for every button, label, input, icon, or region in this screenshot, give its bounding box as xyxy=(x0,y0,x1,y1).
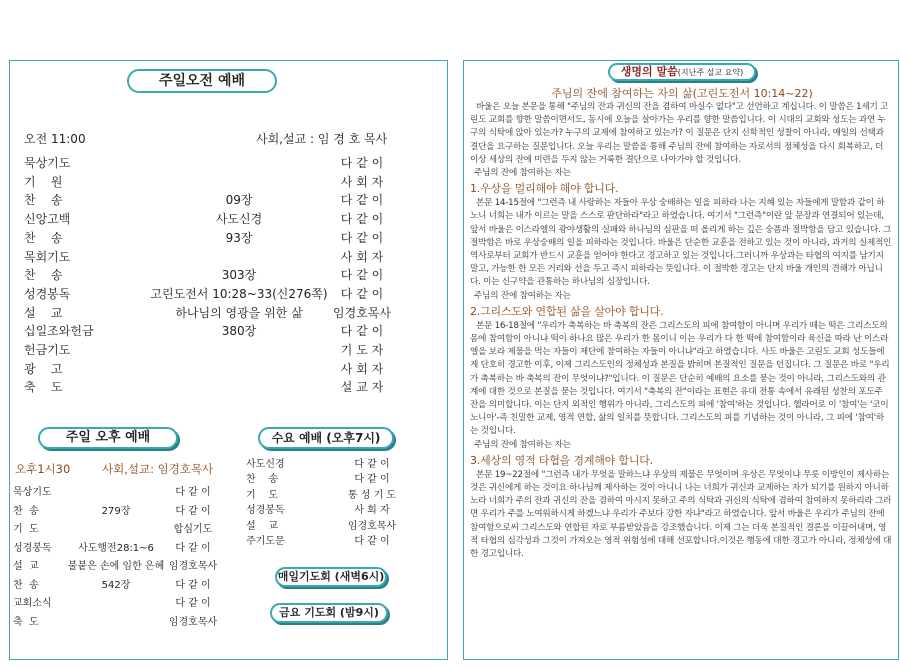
morning-order-row-label: 헌금기도 xyxy=(24,343,71,357)
afternoon-order-row-by: 임경호목사 xyxy=(168,616,218,628)
morning-order-row-content: 303장 xyxy=(221,268,257,283)
morning-order-row-content: 하나님의 영광을 위한 삶 xyxy=(175,305,303,320)
sermon-panel xyxy=(463,60,899,660)
morning-order-row-by: 임경호목사 xyxy=(333,305,391,320)
wednesday-order-row-label: 설 교 xyxy=(246,520,279,532)
morning-order-row-label: 기 원 xyxy=(24,174,63,189)
wednesday-order-row-by: 사 회 자 xyxy=(354,505,390,517)
afternoon-leader: 사회,설교: 임경호목사 xyxy=(102,462,214,476)
sermon-subtitle: 주님의 잔에 참여하는 자의 삶(고린도전서 10:14~22) xyxy=(551,87,813,100)
wednesday-order-row xyxy=(246,504,442,519)
morning-order-row xyxy=(24,155,444,174)
wednesday-order-row-by: 임경호목사 xyxy=(347,520,397,532)
morning-order-row-by: 다 같 이 xyxy=(340,286,384,301)
sermon-paragraph-3: 본문 19~22절에 "그런즉 내가 무엇을 말하느냐 우상의 제물은 무엇이며 우상은 무엇이냐 무릇 이방인이 제사하는 것은 귀신에게 하는 것이요 하나님께 제사하는 것이 아니니 나는 너희가 귀신과 교제하는 자가 되기를 원하지 아니하노라 너희가 주의 잔과 귀신의 잔을 겸하여 마시지 못하고 주의 식탁과 귀신의 식탁에 겸하여 참여하지 못하리라 그러면 우리가 주를 노여워하시게 하겠느냐 우리가 주보다 강한 자냐"라고 하였습니다. 앞서 바울은 우리가 주님의 잔에 참여함으로써 그리스도와 연합된 자로 부름받았음을 강조했습니다. 이제 그는 더욱 본질적인 결론을 이끌어내며, 영적 타협의 심각성과 그것이 가져오는 영적 위험성에 대해 선포합니다.이것은 행동에 대한 경고가 아니라, 정체성에 대한 경고입니다. xyxy=(470,469,892,560)
morning-order-row-content: 380장 xyxy=(221,324,257,339)
morning-order-row xyxy=(24,249,444,268)
morning-order-row xyxy=(24,230,444,249)
morning-order-row xyxy=(24,267,444,286)
daily-prayer-badge: 매일기도회 (새벽6시) xyxy=(275,567,387,587)
afternoon-order-row-by: 합심기도 xyxy=(173,524,213,535)
sermon-paragraph-2: 본문 16-18절에 "우리가 축복하는 바 축복의 잔은 그리스도의 피에 참여함이 아니며 우리가 떼는 떡은 그리스도의 몸에 참여함이 아니냐 떡이 하나요 많은 우리가 한 몸이니 이는 우리가 다 한 떡에 참여함이라 육신을 따라 난 이스라엘을 보라 제물을 먹는 자들이 제단에 참여하는 자들이 아니냐"라고 하였습니다. 사도 바울은 고린도 교회 성도들에게 단호히 경고한 이후, 이제 그리스도인의 정체성과 본질을 밝히며 본질적인 질문을 던집니다. 그 질문은 바로 "우리가 축복하는 바 축복의 잔이 무엇이냐?"입니다. 이 질문은 단순히 예배의 요소를 묻는 것이 아니라, 그리스도와의 관계에 대한 것으로 본질을 묻는 것입니다. 여기서 "축복의 잔"이라는 표현은 유대 전통 속에서 유래된 성찬의 포도주 잔을 의미합니다. 이는 단지 외적인 행위가 아니라, 그리스도의 피에 '참여'하는 것입니다. 헬라어로 이 '참여'는 '코이노니아'-즉 친밀한 교제, 영적 연합, 삶의 일치를 뜻합니다. 그리스도의 피를 기념하는 것이 아니라, 그 피에 '참여'하는 것입니다. xyxy=(470,320,890,437)
sermon-heading-3: 3.세상의 영적 타협을 경계해야 합니다. xyxy=(470,453,653,467)
afternoon-order-row-label: 찬 송 xyxy=(13,505,39,517)
afternoon-order-row xyxy=(13,505,243,524)
afternoon-order-row-label: 기 도 xyxy=(13,524,39,535)
wednesday-order-row xyxy=(246,535,442,550)
sermon-lead-1: 주님의 잔에 참여하는 자는 xyxy=(474,168,571,179)
afternoon-order-row-label: 교회소식 xyxy=(13,598,52,609)
wednesday-order-row-label: 성경봉독 xyxy=(246,505,285,517)
morning-order-row-by: 다 같 이 xyxy=(340,156,384,170)
morning-title: 주일오전 예배 xyxy=(127,69,277,93)
afternoon-order-row-content: 사도행전28:1~6 xyxy=(78,542,154,554)
afternoon-order-row-by: 다 같 이 xyxy=(175,598,211,609)
morning-order-row-label: 설 교 xyxy=(24,305,63,320)
afternoon-order-row-label: 성경봉독 xyxy=(13,542,52,554)
morning-order-row-by: 다 같 이 xyxy=(340,212,384,227)
morning-order-row-by: 다 같 이 xyxy=(340,230,384,245)
afternoon-order-row-content: 542장 xyxy=(101,579,131,591)
afternoon-order-row-label: 설 교 xyxy=(13,561,39,572)
afternoon-order-row xyxy=(13,560,243,579)
morning-order-row-label: 성경봉독 xyxy=(24,286,71,301)
morning-order-row xyxy=(24,361,444,380)
morning-order-row xyxy=(24,211,444,230)
afternoon-time: 오후1시30 xyxy=(15,462,71,476)
sermon-heading-2: 2.그리스도와 연합된 삶을 살아야 합니다. xyxy=(470,304,664,318)
morning-order-row-label: 찬 송 xyxy=(24,268,63,283)
morning-order-row-by: 설 교 자 xyxy=(340,380,384,395)
morning-order-row xyxy=(24,192,444,211)
sermon-intro: 바울은 오늘 본문을 통해 "주님의 잔과 귀신의 잔을 겸하여 마실수 없다"고 선언하고 계십니다. 이 말씀은 1세기 고린도 교회를 향한 말씀이면서도, 동시에 오늘을 살아가는 우리를 향한 말씀입니다. 이 시대의 교회와 성도는 과연 누구의 식탁에 앉아 있는가? 누구의 교제에 참여하고 있는가? 이 질문은 단지 신학적인 성찰이 아니라, 매일의 선택과 결단을 요구하는 질문입니다. 오늘 우리는 말씀을 통해 주님의 잔에 참여하는 자로서의 정체성을 다시 회복하고, 더 이상 세상의 잔에 미련을 두지 않는 거룩한 결단으로 나아가야 할 것입니다. xyxy=(470,102,889,165)
afternoon-order-row-label: 묵상기도 xyxy=(13,487,52,498)
afternoon-order-row-by: 다 같 이 xyxy=(175,487,211,498)
morning-order-row-by: 다 같 이 xyxy=(340,268,384,283)
afternoon-order-row-by: 다 같 이 xyxy=(175,505,211,517)
wednesday-order-row xyxy=(246,489,442,504)
afternoon-order-row xyxy=(13,542,243,561)
morning-order-row-content: 사도신경 xyxy=(215,212,263,227)
wednesday-order-row xyxy=(246,520,442,535)
morning-order-row-by: 다 같 이 xyxy=(340,324,384,339)
morning-order-row-label: 광 고 xyxy=(24,361,63,376)
morning-order-row-content: 93장 xyxy=(225,230,253,245)
morning-order-row-label: 찬 송 xyxy=(24,193,63,208)
sermon-lead-3: 주님의 잔에 참여하는 자는 xyxy=(474,439,571,450)
sermon-lead-2: 주님의 잔에 참여하는 자는 xyxy=(474,290,571,301)
morning-time: 오전 11:00 xyxy=(24,132,86,146)
morning-order-row-by: 사 회 자 xyxy=(340,249,384,264)
morning-order-row-label: 찬 송 xyxy=(24,230,63,245)
morning-order-row-label: 신앙고백 xyxy=(24,212,71,227)
morning-leader: 사회,설교 : 임 경 호 목사 xyxy=(256,132,388,146)
morning-order-row-content: 고린도전서 10:28~33(신276쪽) xyxy=(150,286,328,301)
morning-order-row-content: 09장 xyxy=(225,193,253,208)
afternoon-order-row-label: 찬 송 xyxy=(13,579,39,591)
morning-order-row xyxy=(24,379,444,398)
sermon-paragraph-1: 본문 14-15절에 "그런즉 내 사랑하는 자들아 우상 숭배하는 일을 피하라 나는 지혜 있는 자들에게 말함과 같이 하노니 너희는 내가 이르는 말을 스스로 판단하라"라고 하였습니다. 여기서 "그런즉"이란 앞 문장과 연결되어 있는데, 앞서 바울은 이스라엘의 광야생활의 실패와 하나님의 심판을 떠 올리게 하는 깊은 숭픔과 절박함을 담고 있습니다. 그 절박함은 바로 우상숭배의 일을 피하라는 것입니다. 바울은 단순한 교훈을 전하고 있는 것이 아니라, 과거의 실제적인 역사로부터 교회가 반드시 교훈을 얻어야 한다고 경고하고 있는 것입니다.그러니까 우상과는 타협의 여지를 남기지 말고, 가능한 한 모든 거리와 선을 두고 즉시 피하라는 뜻입니다. 이 절박한 경고는 단지 바울 개인의 견해가 아닙니다. 이는 신구약을 관통하는 하나님의 심장입니다. xyxy=(470,198,892,288)
morning-order-row xyxy=(24,174,444,193)
morning-order-row-label: 십일조와헌금 xyxy=(24,324,94,339)
afternoon-order-row xyxy=(13,486,243,505)
sermon-body xyxy=(470,101,892,561)
afternoon-order-row-label: 축 도 xyxy=(13,616,39,628)
morning-order-row xyxy=(24,342,444,361)
wednesday-order-row xyxy=(246,458,442,473)
morning-order-row-label: 축 도 xyxy=(24,380,63,395)
wednesday-order-row-label: 사도신경 xyxy=(246,459,285,470)
morning-order-row-by: 다 같 이 xyxy=(340,193,384,208)
wednesday-order-row-by: 통 성 기 도 xyxy=(347,489,397,501)
morning-order-row-label: 목회기도 xyxy=(24,249,71,264)
friday-prayer-badge: 금요 기도회 (밤9시) xyxy=(270,603,388,623)
afternoon-order-row xyxy=(13,523,243,542)
afternoon-order-row-by: 다 같 이 xyxy=(175,579,211,591)
left-panel xyxy=(9,60,448,660)
sermon-title-badge xyxy=(608,63,756,81)
wednesday-order-row-by: 다 같 이 xyxy=(354,474,390,486)
wednesday-title: 수요 예배 (오후7시) xyxy=(258,427,394,449)
morning-order-row xyxy=(24,323,444,342)
afternoon-order-row xyxy=(13,597,243,616)
wednesday-order-row-label: 주기도문 xyxy=(246,536,285,547)
afternoon-order-row xyxy=(13,616,243,635)
wednesday-order-row-by: 다 같 이 xyxy=(354,459,390,470)
afternoon-order-row-content: 불붙은 손에 임한 은혜 xyxy=(67,561,165,572)
morning-order-row-by: 사 회 자 xyxy=(340,174,384,189)
wednesday-order-row xyxy=(246,473,442,488)
morning-order-row-label: 묵상기도 xyxy=(24,156,71,170)
afternoon-order-row-by: 임경호목사 xyxy=(168,561,218,572)
sermon-title: 생명의 말씀 xyxy=(620,65,678,78)
afternoon-order-row-content: 279장 xyxy=(101,505,131,517)
morning-order-row xyxy=(24,286,444,305)
afternoon-title: 주일 오후 예배 xyxy=(38,427,178,449)
sermon-title-note: (지난주 설교 요약) xyxy=(677,68,744,77)
afternoon-order-row-by: 다 같 이 xyxy=(175,542,211,554)
sermon-heading-1: 1.우상을 멀리해야 해야 합니다. xyxy=(470,182,619,196)
wednesday-order-row-label: 기 도 xyxy=(246,489,279,501)
morning-order-row-by: 기 도 자 xyxy=(340,343,384,357)
morning-order-row-by: 사 회 자 xyxy=(340,361,384,376)
morning-order-row xyxy=(24,305,444,324)
wednesday-order-row-label: 찬 송 xyxy=(246,474,279,486)
afternoon-order-row xyxy=(13,579,243,598)
wednesday-order-row-by: 다 같 이 xyxy=(354,536,390,547)
